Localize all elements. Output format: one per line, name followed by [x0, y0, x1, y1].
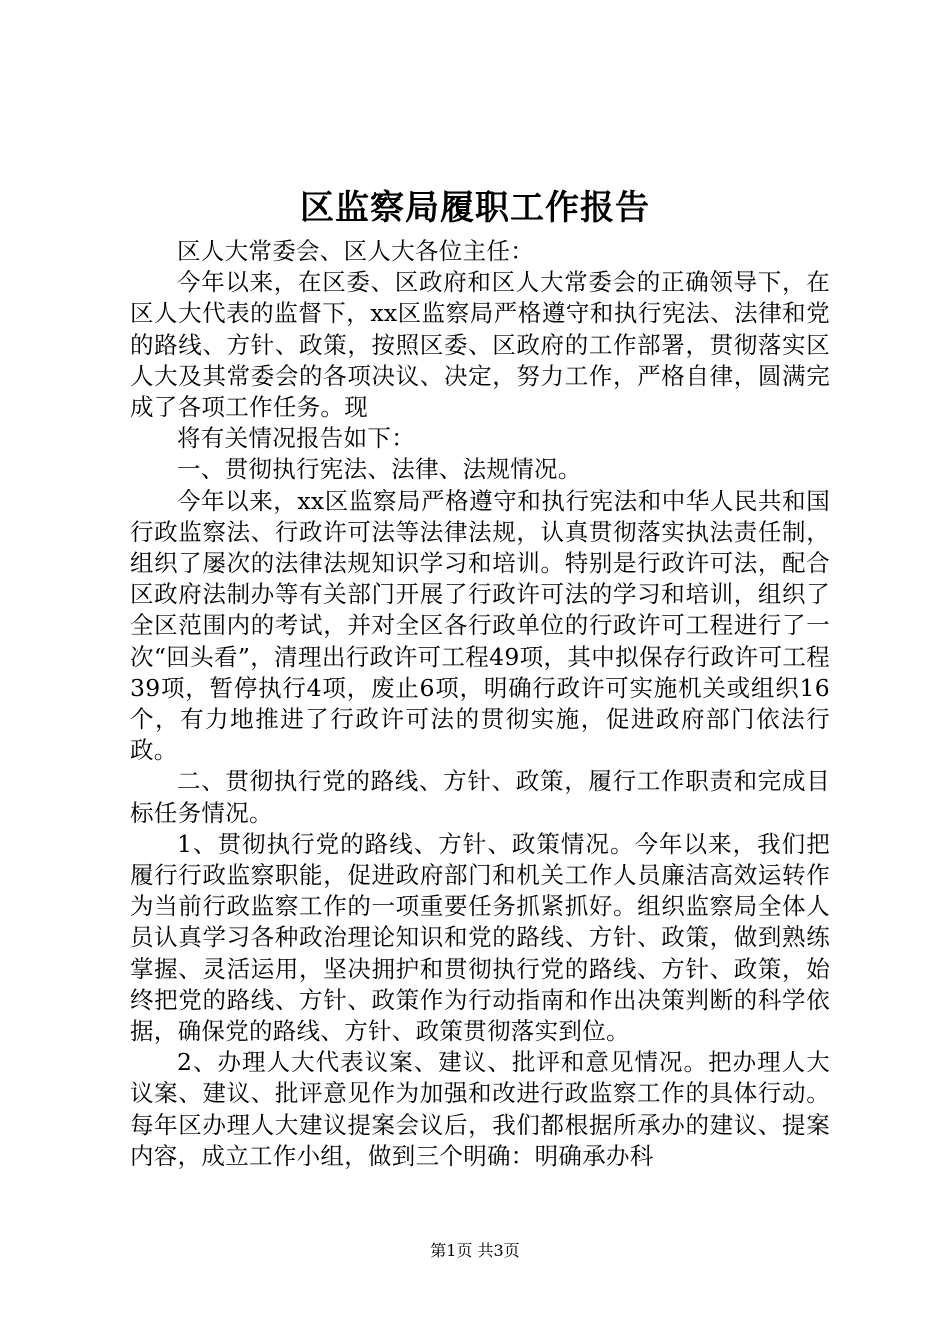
- section-2-item-2: 2、办理人大代表议案、建议、批评和意见情况。把办理人大议案、建议、批评意见作为加强和改进行政监察工作的具体行动。每年区办理人大建议提案会议后，我们都根据所承办的建议、提案内容，成立工作小组，做到三个明确：明确承办科: [130, 1048, 830, 1170]
- page-total: 共3页: [477, 1241, 520, 1260]
- section-1-paragraph: 今年以来，xx区监察局严格遵守和执行宪法和中华人民共和国行政监察法、行政许可法等法律法规，认真贯彻落实执法责任制，组织了屡次的法律法规知识学习和培训。特别是行政许可法，配合区政府法制办等有关部门开展了行政许可法的学习和培训，组织了全区范围内的考试，并对全区各行政单位的行政许可工程进行了一次“回头看”，清理出行政许可工程49项，其中拟保存行政许可工程39项，暂停执行4项，废止6项，明确行政许可实施机关或组织16个，有力地推进了行政许可法的贯彻实施，促进政府部门依法行政。: [130, 486, 830, 765]
- document-title: 区监察局履职工作报告: [300, 188, 650, 228]
- section-heading-1: 一、贯彻执行宪法、法律、法规情况。: [177, 455, 582, 484]
- intro-paragraph: 今年以来，在区委、区政府和区人大常委会的正确领导下，在区人大代表的监督下，xx区监察局严格遵守和执行宪法、法律和党的路线、方针、政策，按照区委、区政府的工作部署，贯彻落实区人大及其常委会的各项决议、决定，努力工作，严格自律，圆满完成了各项工作任务。现: [130, 268, 830, 422]
- intro-continuation: 将有关情况报告如下：: [177, 424, 415, 453]
- document-body: [130, 236, 830, 1172]
- salutation: 区人大常委会、区人大各位主任：: [177, 237, 534, 265]
- section-heading-2: 二、贯彻执行党的路线、方针、政策，履行工作职责和完成目标任务情况。: [130, 767, 830, 827]
- page-footer: [0, 1240, 950, 1262]
- page-number: 第1页: [430, 1241, 473, 1260]
- section-2-item-1: 1、贯彻执行党的路线、方针、政策情况。今年以来，我们把履行行政监察职能，促进政府部门和机关工作人员廉洁高效运转作为当前行政监察工作的一项重要任务抓紧抓好。组织监察局全体人员认真学习各种政治理论知识和党的路线、方针、政策，做到熟练掌握、灵活运用，坚决拥护和贯彻执行党的路线、方针、政策，始终把党的路线、方针、政策作为行动指南和作出决策判断的科学依据，确保党的路线、方针、政策贯彻落实到位。: [130, 829, 830, 1046]
